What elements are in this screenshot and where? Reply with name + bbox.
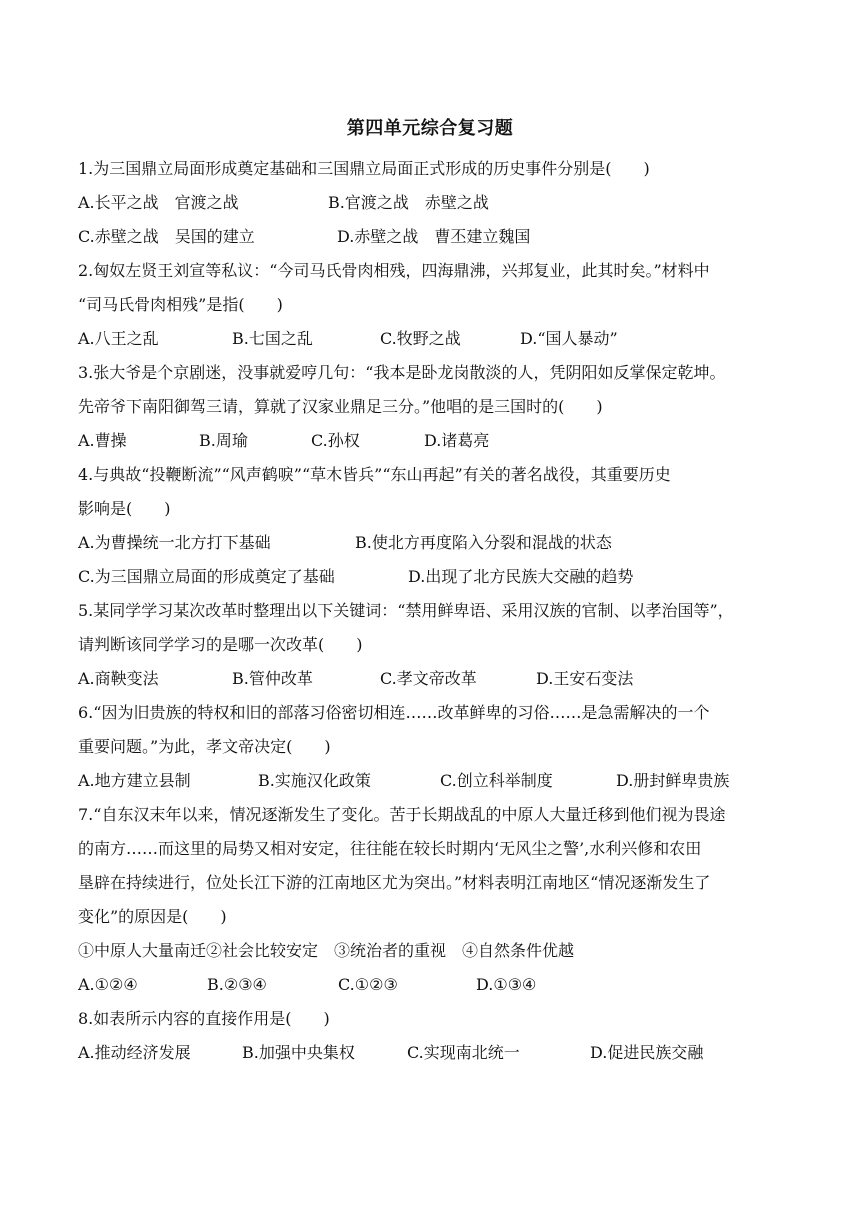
question-5-stem-line-1: 5.某同学学习某次改革时整理出以下关键词：“禁用鲜卑语、采用汉族的官制、以孝治国等”，	[78, 601, 734, 620]
question-7-stem-line-4: 变化”的原因是( )	[78, 907, 227, 926]
question-3-option-d: D.诸葛亮	[424, 431, 490, 450]
question-7-stem-line-3: 垦辟在持续进行，位处长江下游的江南地区尤为突出。”材料表明江南地区“情况逐渐发生了	[78, 873, 711, 892]
question-8-options	[78, 1036, 784, 1070]
question-2-options	[78, 322, 784, 356]
question-3-option-a: A.曹操	[78, 431, 127, 450]
question-3-stem-line-1: 3.张大爷是个京剧迷，没事就爱哼几句：“我本是卧龙岗散淡的人，凭阴阳如反掌保定乾坤。	[78, 363, 726, 382]
question-8-option-c: C.实现南北统一	[407, 1043, 520, 1062]
question-6-option-b: B.实施汉化政策	[258, 771, 371, 790]
question-4-options-row-2	[78, 560, 784, 594]
question-2-option-b: B.七国之乱	[232, 329, 313, 348]
question-5-option-a: A.商鞅变法	[78, 669, 159, 688]
question-2-stem-line-2: “司马氏骨肉相残”是指( )	[78, 295, 283, 314]
question-6-option-c: C.创立科举制度	[440, 771, 553, 790]
question-5-options	[78, 662, 784, 696]
question-7-stem-line-1: 7.“自东汉末年以来，情况逐渐发生了变化。苦于长期战乱的中原人大量迁移到他们视为畏途	[78, 805, 726, 824]
question-7-option-b: B.②③④	[207, 975, 267, 994]
question-1-stem: 1.为三国鼎立局面形成奠定基础和三国鼎立局面正式形成的历史事件分别是( )	[78, 159, 650, 178]
question-7-option-c: C.①②③	[338, 975, 398, 994]
question-3-stem-line-2: 先帝爷下南阳御驾三请，算就了汉家业鼎足三分。”他唱的是三国时的( )	[78, 397, 603, 416]
question-1-options-row-1	[78, 186, 784, 220]
question-7-options	[78, 968, 784, 1002]
question-6-options	[78, 764, 784, 798]
question-1-option-b: B.官渡之战 赤壁之战	[328, 193, 489, 212]
question-7-stem-line-2: 的南方……而这里的局势又相对安定，往往能在较长时期内‘无风尘之警’,水利兴修和农田	[78, 839, 702, 858]
question-8-option-d: D.促进民族交融	[590, 1043, 704, 1062]
question-3-option-b: B.周瑜	[199, 431, 248, 450]
page-title: 第四单元综合复习题	[346, 118, 514, 139]
question-8-option-b: B.加强中央集权	[242, 1043, 355, 1062]
question-4-option-a: A.为曹操统一北方打下基础	[78, 533, 271, 552]
question-6-stem-line-2: 重要问题。”为此，孝文帝决定( )	[78, 737, 331, 756]
question-4-option-b: B.使北方再度陷入分裂和混战的状态	[355, 533, 612, 552]
question-4-options-row-1	[78, 526, 784, 560]
question-4-option-d: D.出现了北方民族大交融的趋势	[408, 567, 634, 586]
question-1-option-a: A.长平之战 官渡之战	[78, 193, 239, 212]
question-8-option-a: A.推动经济发展	[78, 1043, 191, 1062]
question-5-option-d: D.王安石变法	[536, 669, 634, 688]
question-4-stem-line-2: 影响是( )	[78, 499, 171, 518]
question-4-stem-line-1: 4.与典故“投鞭断流”“风声鹤唳”“草木皆兵”“东山再起”有关的著名战役，其重要历史	[78, 465, 671, 484]
question-1-option-d: D.赤壁之战 曹丕建立魏国	[337, 227, 531, 246]
question-5-option-b: B.管仲改革	[232, 669, 313, 688]
question-6-stem-line-1: 6.“因为旧贵族的特权和旧的部落习俗密切相连……改革鲜卑的习俗……是急需解决的一个	[78, 703, 710, 722]
question-2-option-c: C.牧野之战	[380, 329, 461, 348]
question-7-choices: ①中原人大量南迁②社会比较安定 ③统治者的重视 ④自然条件优越	[78, 941, 575, 960]
question-7-option-a: A.①②④	[78, 975, 138, 994]
question-7-option-d: D.①③④	[476, 975, 537, 994]
question-list	[78, 152, 784, 1070]
question-6-option-d: D.册封鲜卑贵族	[616, 771, 730, 790]
question-6-option-a: A.地方建立县制	[78, 771, 191, 790]
question-1-option-c: C.赤壁之战 吴国的建立	[78, 227, 255, 246]
question-8-stem: 8.如表所示内容的直接作用是( )	[78, 1009, 330, 1028]
question-5-option-c: C.孝文帝改革	[380, 669, 477, 688]
question-2-stem-line-1: 2.匈奴左贤王刘宣等私议：“今司马氏骨肉相残，四海鼎沸，兴邦复业，此其时矣。”材料中	[78, 261, 710, 280]
question-5-stem-line-2: 请判断该同学学习的是哪一次改革( )	[78, 635, 363, 654]
question-3-option-c: C.孙权	[311, 431, 360, 450]
question-3-options	[78, 424, 784, 458]
question-1-options-row-2	[78, 220, 784, 254]
question-2-option-a: A.八王之乱	[78, 329, 159, 348]
question-4-option-c: C.为三国鼎立局面的形成奠定了基础	[78, 567, 335, 586]
question-2-option-d: D.“国人暴动”	[520, 329, 618, 348]
